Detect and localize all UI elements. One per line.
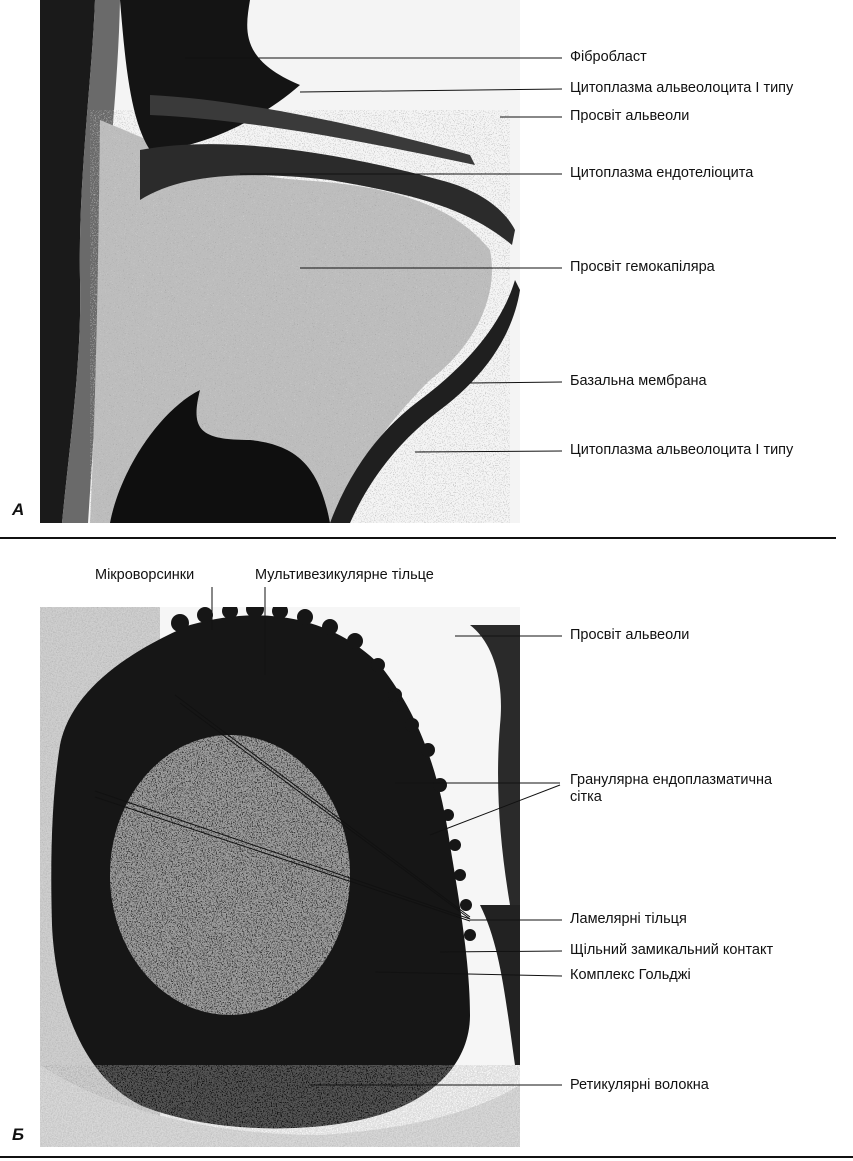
divider-rule-bottom <box>0 1156 853 1158</box>
label-alveolar-lumen-a: Просвіт альвеоли <box>570 108 690 124</box>
label-lamellar-bodies: Ламелярні тільця <box>570 911 687 927</box>
divider-rule-top <box>0 537 836 539</box>
label-alveolocyte-cytoplasm-1: Цитоплазма альвеолоцита І типу <box>570 80 794 96</box>
label-microvilli: Мікроворсинки <box>95 567 195 583</box>
label-multivesicular-body: Мультивезикулярне тільце <box>255 567 434 583</box>
label-reticular-fibres: Ретикулярні волокна <box>570 1077 709 1093</box>
panel-b <box>0 545 853 1157</box>
micrograph-b-tissue <box>40 600 520 1147</box>
label-golgi-complex: Комплекс Гольджі <box>570 967 691 983</box>
label-alveolocyte-cytoplasm-2: Цитоплазма альвеолоцита І типу <box>570 442 794 458</box>
panel-a <box>0 0 853 530</box>
label-tight-junction: Щільний замикальний контакт <box>570 942 774 958</box>
micrograph-a-tissue <box>40 0 520 523</box>
label-alveolar-lumen-b: Просвіт альвеоли <box>570 627 690 643</box>
label-fibroblast: Фібробласт <box>570 49 647 65</box>
label-endothelial-cytoplasm: Цитоплазма ендотеліоцита <box>570 165 754 181</box>
panel-letter-a: А <box>12 500 25 519</box>
micrograph-b <box>0 545 853 1157</box>
panel-letter-b: Б <box>12 1125 25 1144</box>
label-granular-er: Гранулярна ендоплазматична сітка <box>570 772 773 805</box>
label-basal-membrane: Базальна мембрана <box>570 373 707 389</box>
label-capillary-lumen: Просвіт гемокапіляра <box>570 259 715 275</box>
